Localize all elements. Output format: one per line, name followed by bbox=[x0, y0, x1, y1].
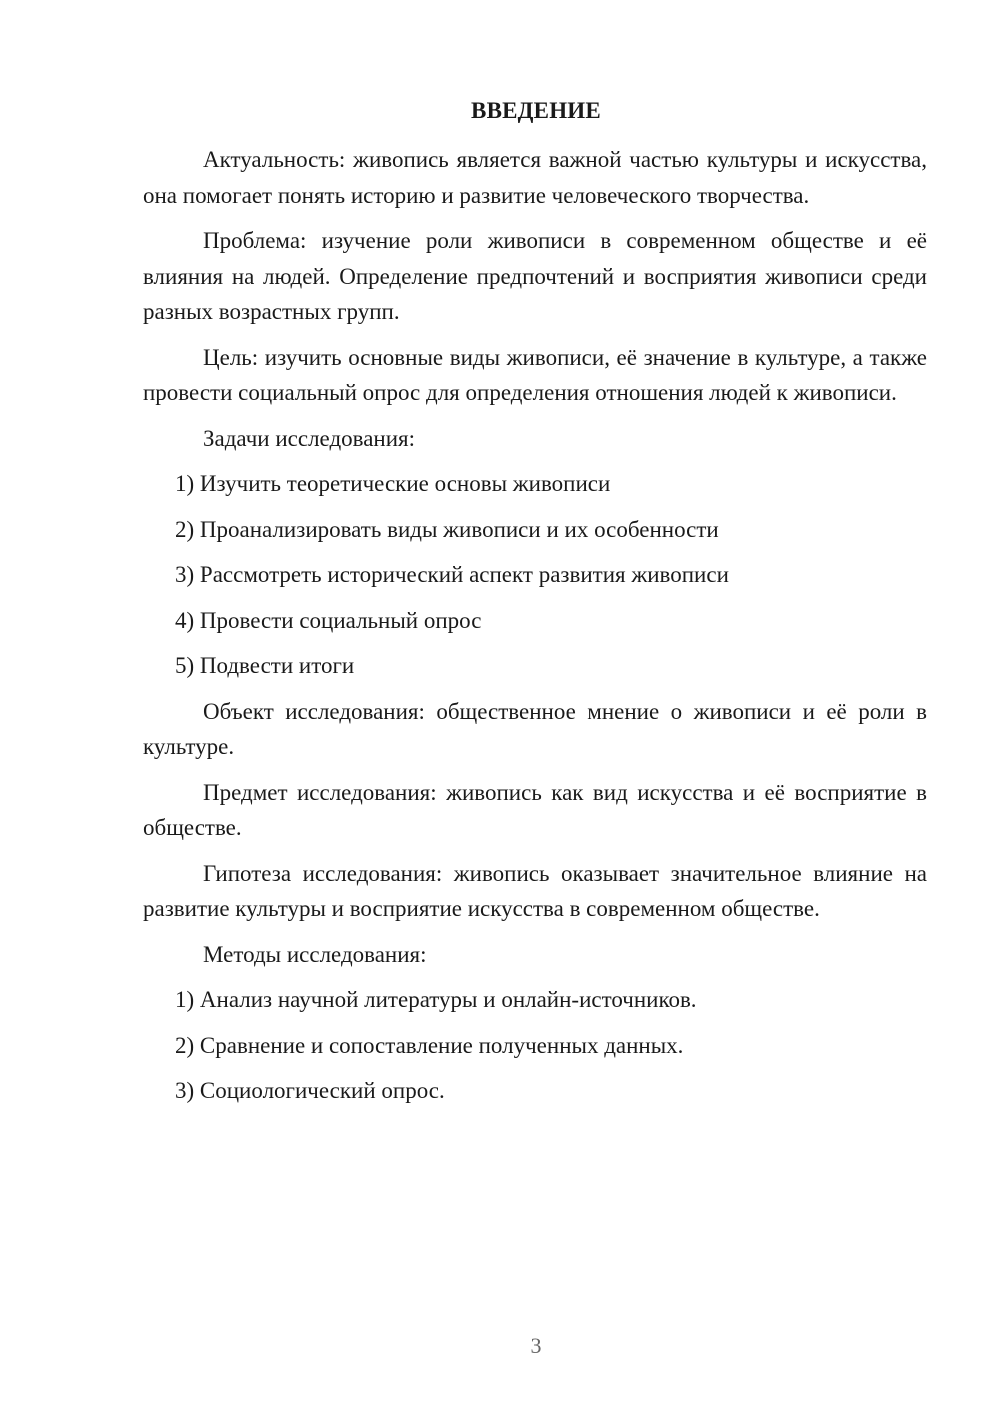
object-paragraph: Объект исследования: общественное мнение о живописи и её роли в культуре. bbox=[143, 698, 927, 759]
method-item: 1) Анализ научной литературы и онлайн-источников. bbox=[175, 987, 697, 1012]
hypothesis-paragraph: Гипотеза исследования: живопись оказывает значительное влияние на развитие культуры и восприятие искусства в современном обществе. bbox=[143, 860, 927, 921]
subject-paragraph: Предмет исследования: живопись как вид искусства и её восприятие в обществе. bbox=[143, 779, 927, 840]
method-item: 2) Сравнение и сопоставление полученных данных. bbox=[175, 1032, 684, 1058]
methods-heading: Методы исследования: bbox=[203, 941, 427, 967]
document-body bbox=[143, 142, 927, 1119]
task-item: 2) Проанализировать виды живописи и их особенности bbox=[175, 516, 719, 542]
task-item: 3) Рассмотреть исторический аспект развития живописи bbox=[175, 562, 729, 587]
method-item: 3) Социологический опрос. bbox=[175, 1078, 445, 1103]
task-item: 1) Изучить теоретические основы живописи bbox=[175, 471, 611, 496]
relevance-paragraph: Актуальность: живопись является важной частью культуры и искусства, она помогает понять историю и развитие человеческого творчества. bbox=[143, 147, 927, 208]
tasks-heading: Задачи исследования: bbox=[203, 425, 416, 451]
problem-paragraph: Проблема: изучение роли живописи в современном обществе и её влияния на людей. Определение предпочтений и восприятия живописи среди разных возрастных групп. bbox=[143, 228, 927, 324]
goal-paragraph: Цель: изучить основные виды живописи, её значение в культуре, а также провести социальный опрос для определения отношения людей к живописи. bbox=[143, 344, 927, 405]
page-number: 3 bbox=[530, 1333, 542, 1358]
task-item: 5) Подвести итоги bbox=[175, 653, 355, 678]
section-title: ВВЕДЕНИЕ bbox=[471, 98, 601, 123]
task-item: 4) Провести социальный опрос bbox=[175, 607, 482, 633]
